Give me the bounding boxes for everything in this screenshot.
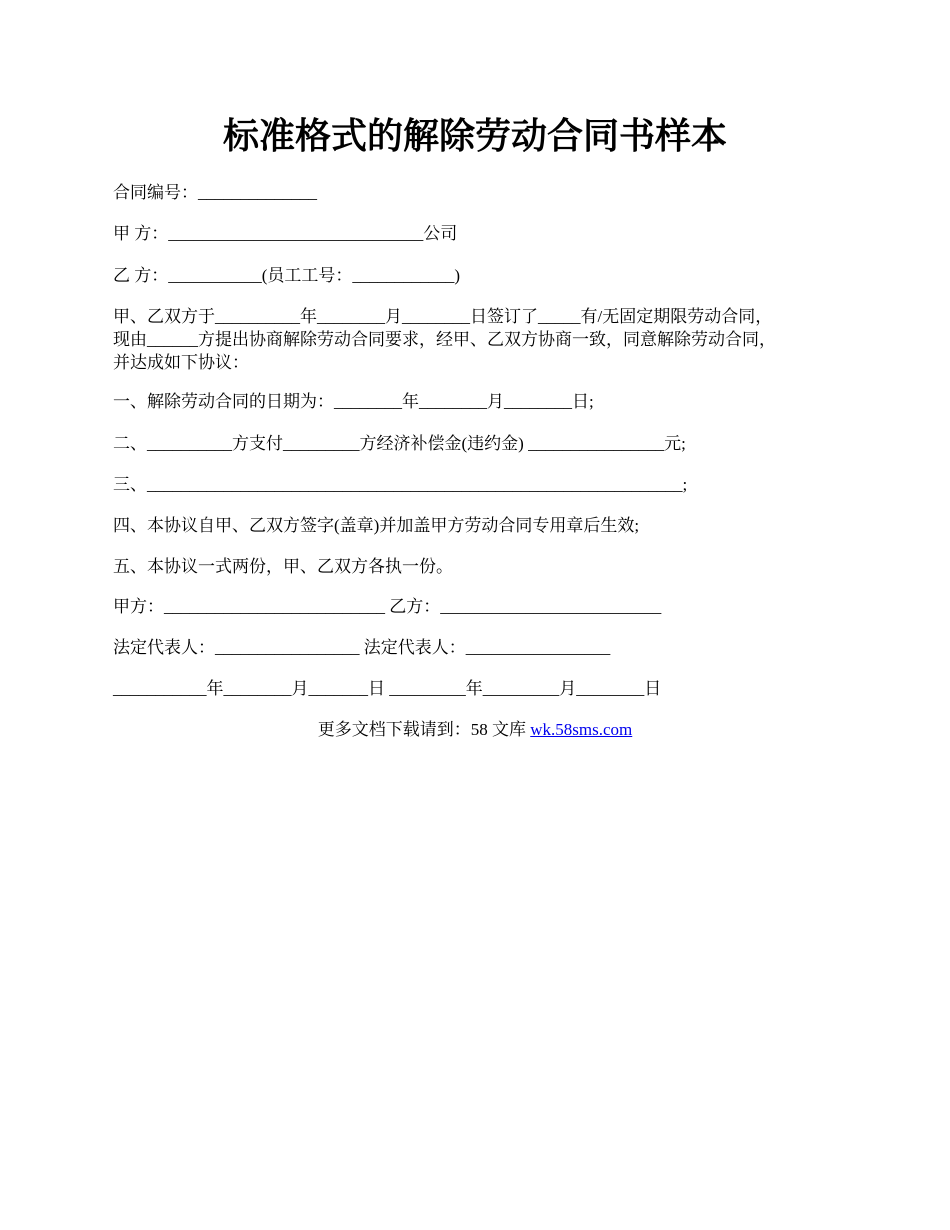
intro-line-3: 并达成如下协议： bbox=[113, 353, 249, 372]
legal-representative-line: 法定代表人：_________________ 法定代表人：_________________ bbox=[113, 638, 611, 657]
document-title: 标准格式的解除劳动合同书样本 bbox=[222, 116, 727, 156]
clause-4: 四、本协议自甲、乙双方签字(盖章)并加盖甲方劳动合同专用章后生效; bbox=[113, 516, 640, 535]
contract-number-line: 合同编号：______________ bbox=[113, 183, 317, 202]
signature-parties-line: 甲方：__________________________ 乙方：__________________________ bbox=[113, 597, 662, 616]
clause-1: 一、解除劳动合同的日期为：________年________月________日; bbox=[113, 392, 594, 411]
intro-paragraph bbox=[113, 305, 838, 374]
clause-3: 三、_______________________________________________________________; bbox=[113, 475, 688, 494]
footer bbox=[0, 718, 950, 741]
footer-link[interactable]: wk.58sms.com bbox=[530, 720, 633, 739]
clause-5: 五、本协议一式两份，甲、乙双方各执一份。 bbox=[113, 557, 453, 576]
footer-text: 更多文档下载请到：58 文库 bbox=[317, 720, 531, 739]
intro-line-2: 现由______方提出协商解除劳动合同要求，经甲、乙双方协商一致，同意解除劳动合同， bbox=[113, 330, 776, 349]
signature-date-line: ___________年________月_______日 _________年_________月________日 bbox=[113, 679, 662, 698]
party-b-line: 乙 方：___________(员工工号：____________) bbox=[113, 266, 461, 285]
clause-2: 二、__________方支付_________方经济补偿金(违约金) ________________元; bbox=[113, 434, 686, 453]
intro-line-1: 甲、乙双方于__________年________月________日签订了_____有/无固定期限劳动合同， bbox=[113, 307, 773, 326]
party-a-line: 甲 方：______________________________公司 bbox=[113, 224, 458, 243]
